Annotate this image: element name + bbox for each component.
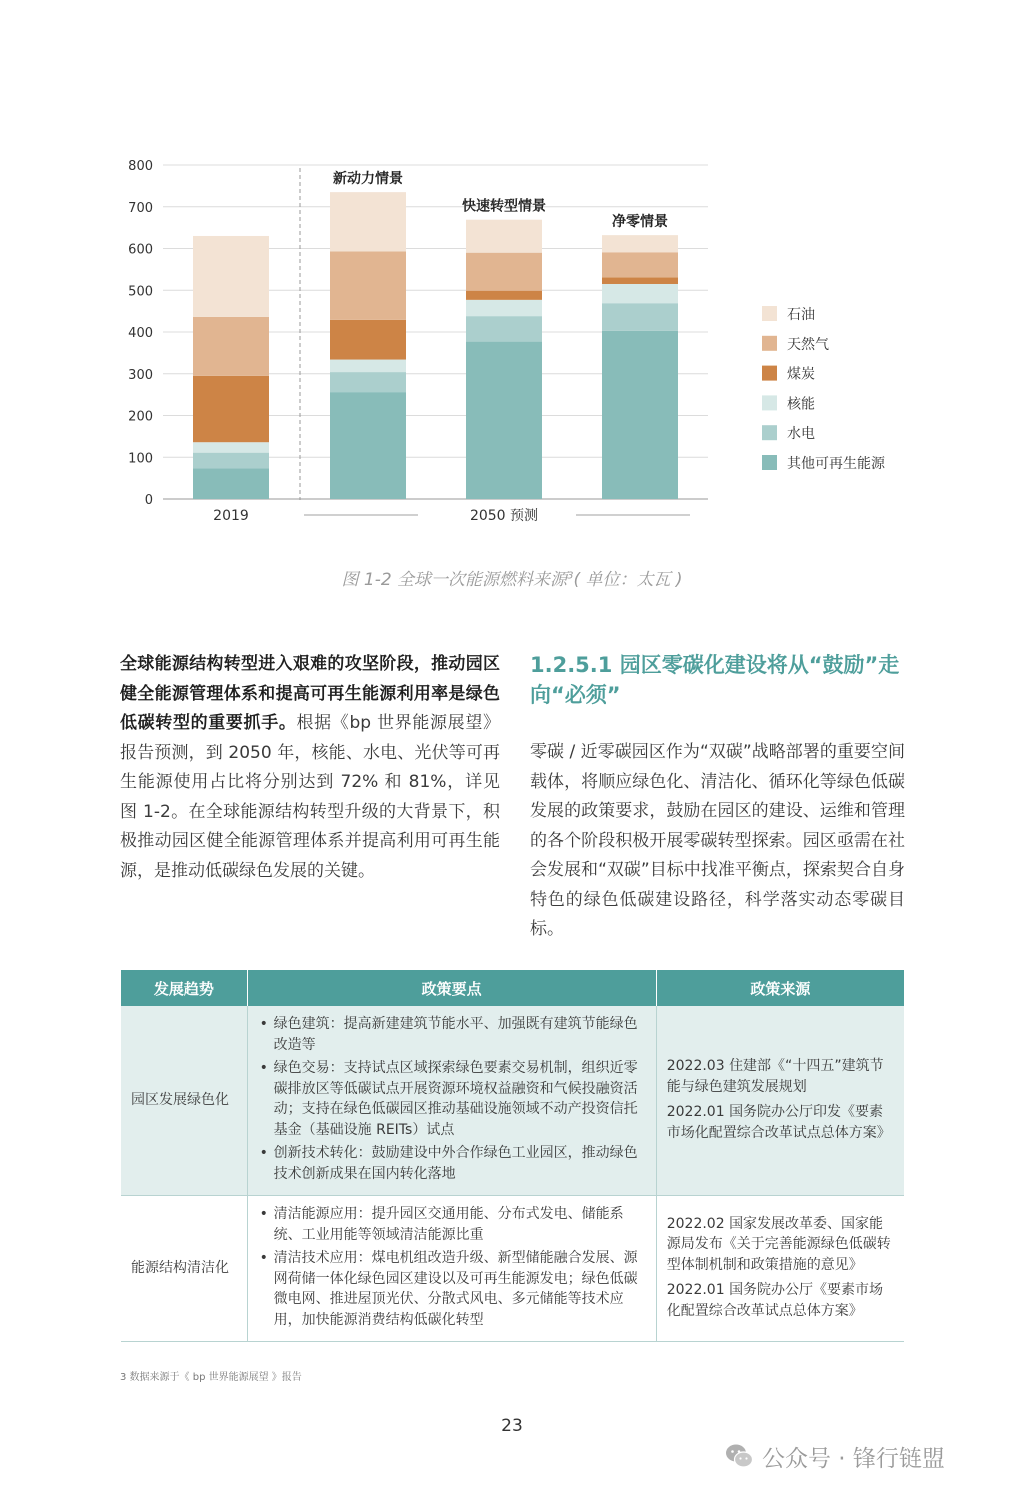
policy-table xyxy=(121,970,904,1342)
caption-text: 图 1-2 全球一次能源燃料来源 xyxy=(341,570,568,590)
group-label-2019: 2019 xyxy=(213,508,249,524)
trend-cell: 园区发展绿色化 xyxy=(121,1006,247,1196)
bar-segment xyxy=(602,277,678,284)
scenario-label: 净零情景 xyxy=(612,214,668,231)
policy-point: • 清洁技术应用：煤电机组改造升级、新型储能融合发展、源网荷储一体化绿色园区建设以及可再生能源发电；绿色低碳微电网、推进屋顶光伏、分散式风电、多元储能等技术应用，加快能源消费结构低碳化转型 xyxy=(274,1248,646,1330)
header-points: 政策要点 xyxy=(247,970,656,1006)
table-header-row xyxy=(121,970,904,1006)
section-body: 零碳 / 近零碳园区作为“双碳”战略部署的重要空间载体，将顺应绿色化、清洁化、循环化等绿色低碳发展的政策要求，鼓励在园区的建设、运维和管理的各个阶段积极开展零碳转型探索。园区亟需在社会发展和“双碳”目标中找准平衡点，探索契合自身特色的绿色低碳建设路径，科学落实动态零碳目标。 xyxy=(530,742,905,939)
header-source: 政策来源 xyxy=(656,970,904,1006)
legend-label: 煤炭 xyxy=(787,366,815,383)
y-tick-label: 0 xyxy=(144,493,153,508)
bar-segment xyxy=(466,253,542,291)
figure-caption xyxy=(0,565,1024,590)
source-cell xyxy=(656,1006,904,1196)
points-cell xyxy=(247,1006,656,1196)
bar-segment xyxy=(193,317,269,376)
legend-swatch xyxy=(762,366,777,381)
bar-segment xyxy=(193,376,269,442)
bar-segment xyxy=(602,303,678,331)
caption-unit: ( 单位：太瓦 ) xyxy=(573,570,683,590)
group-labels xyxy=(213,508,538,524)
y-tick-label: 700 xyxy=(128,200,153,216)
footnote: 3 数据来源于《 bp 世界能源展望 》报告 xyxy=(120,1372,302,1383)
bar-segment xyxy=(466,291,542,300)
source-cell xyxy=(656,1196,904,1342)
bar-segment xyxy=(330,372,406,392)
policy-point: • 创新技术转化：鼓励建设中外合作绿色工业园区，推动绿色技术创新成果在国内转化落地 xyxy=(274,1143,646,1184)
legend-swatch xyxy=(762,336,777,351)
y-tick-label: 500 xyxy=(128,284,153,300)
legend-swatch xyxy=(762,306,777,321)
legend-label: 其他可再生能源 xyxy=(787,456,885,472)
y-axis-ticks xyxy=(128,159,153,508)
watermark-text: 公众号 · 锋行链盟 xyxy=(762,1445,945,1472)
table-row xyxy=(121,1006,904,1196)
y-tick-label: 400 xyxy=(128,326,153,341)
scenario-label: 快速转型情景 xyxy=(462,198,546,215)
group-label-2050: 2050 预测 xyxy=(469,508,539,524)
legend-swatch xyxy=(762,395,777,410)
legend-label: 石油 xyxy=(787,307,815,323)
intro-bold: 全球能源结构转型进入艰难的攻坚阶段，推动园区健全能源管理体系和提高可再生能源利用率是绿色低碳转型的重要抓手。 xyxy=(120,654,500,733)
bar-segment xyxy=(466,342,542,499)
bar-segment xyxy=(602,235,678,252)
chart-legend xyxy=(762,306,886,472)
table-row xyxy=(121,1196,904,1342)
legend-swatch xyxy=(762,425,777,440)
bar-segment xyxy=(602,331,678,499)
policy-source: 2022.03 住建部《“十四五”建筑节能与绿色建筑发展规划 xyxy=(666,1058,884,1095)
bar-segment xyxy=(330,320,406,360)
intro-text: 根据《bp 世界能源展望》报告预测，到 2050 年，核能、水电、光伏等可再生能源使用占比将分别达到 72% 和 81%，详见图 1-2。在全球能源结构转型升级的大背景下，积极推动园区健全能源管理体系并提高利用可再生能源，是推动低碳绿色发展的关键。 xyxy=(120,713,500,881)
y-tick-label: 800 xyxy=(128,159,153,174)
policy-source: 2022.01 国务院办公厅《要素市场化配置综合改革试点总体方案》 xyxy=(666,1282,884,1319)
policy-point: • 绿色交易：支持试点区域探索绿色要素交易机制，组织近零碳排放区等低碳试点开展资源环境权益融资和气候投融资活动；支持在绿色低碳园区推动基础设施领域不动产投资信托基金（基础设施 REITs）试点 xyxy=(274,1058,646,1140)
policy-point: • 清洁能源应用：提升园区交通用能、分布式发电、储能系统、工业用能等领域清洁能源比重 xyxy=(274,1204,646,1245)
bar-segment xyxy=(466,316,542,341)
bar-segment xyxy=(466,300,542,316)
caption-ref: 3 xyxy=(567,570,574,582)
wechat-icon xyxy=(724,1441,754,1471)
y-tick-label: 300 xyxy=(128,367,153,383)
section-title: 1.2.5.1 园区零碳化建设将从“鼓励”走向“必须” xyxy=(530,653,900,707)
bar-segment xyxy=(193,236,269,317)
legend-label: 水电 xyxy=(787,426,815,443)
points-cell xyxy=(247,1196,656,1342)
bar-segment xyxy=(193,469,269,499)
y-tick-label: 200 xyxy=(128,409,153,425)
energy-chart xyxy=(0,0,1024,540)
bar-segment xyxy=(193,453,269,469)
chart-bars xyxy=(193,192,678,499)
bar-segment xyxy=(330,392,406,499)
y-tick-label: 600 xyxy=(128,242,153,258)
page-number: 23 xyxy=(501,1416,523,1436)
trend-cell: 能源结构清洁化 xyxy=(121,1196,247,1342)
bar-segment xyxy=(602,252,678,277)
bar-segment xyxy=(466,220,542,253)
header-trend: 发展趋势 xyxy=(121,970,247,1006)
policy-source: 2022.01 国务院办公厅印发《要素市场化配置综合改革试点总体方案》 xyxy=(666,1104,891,1141)
y-tick-label: 100 xyxy=(128,451,153,467)
bar-segment xyxy=(602,284,678,303)
bar-segment xyxy=(330,192,406,251)
legend-label: 核能 xyxy=(787,396,815,413)
bar-segment xyxy=(330,360,406,373)
legend-swatch xyxy=(762,455,777,470)
scenario-label: 新动力情景 xyxy=(333,171,403,188)
intro-paragraph xyxy=(120,650,500,886)
bar-segment xyxy=(330,251,406,319)
policy-point: • 绿色建筑：提高新建建筑节能水平、加强既有建筑节能绿色改造等 xyxy=(274,1014,646,1055)
bar-segment xyxy=(193,442,269,452)
legend-label: 天然气 xyxy=(787,336,829,353)
watermark xyxy=(724,1436,945,1476)
policy-source: 2022.02 国家发展改革委、国家能源局发布《关于完善能源绿色低碳转型体制机制和政策措施的意见》 xyxy=(666,1215,891,1273)
